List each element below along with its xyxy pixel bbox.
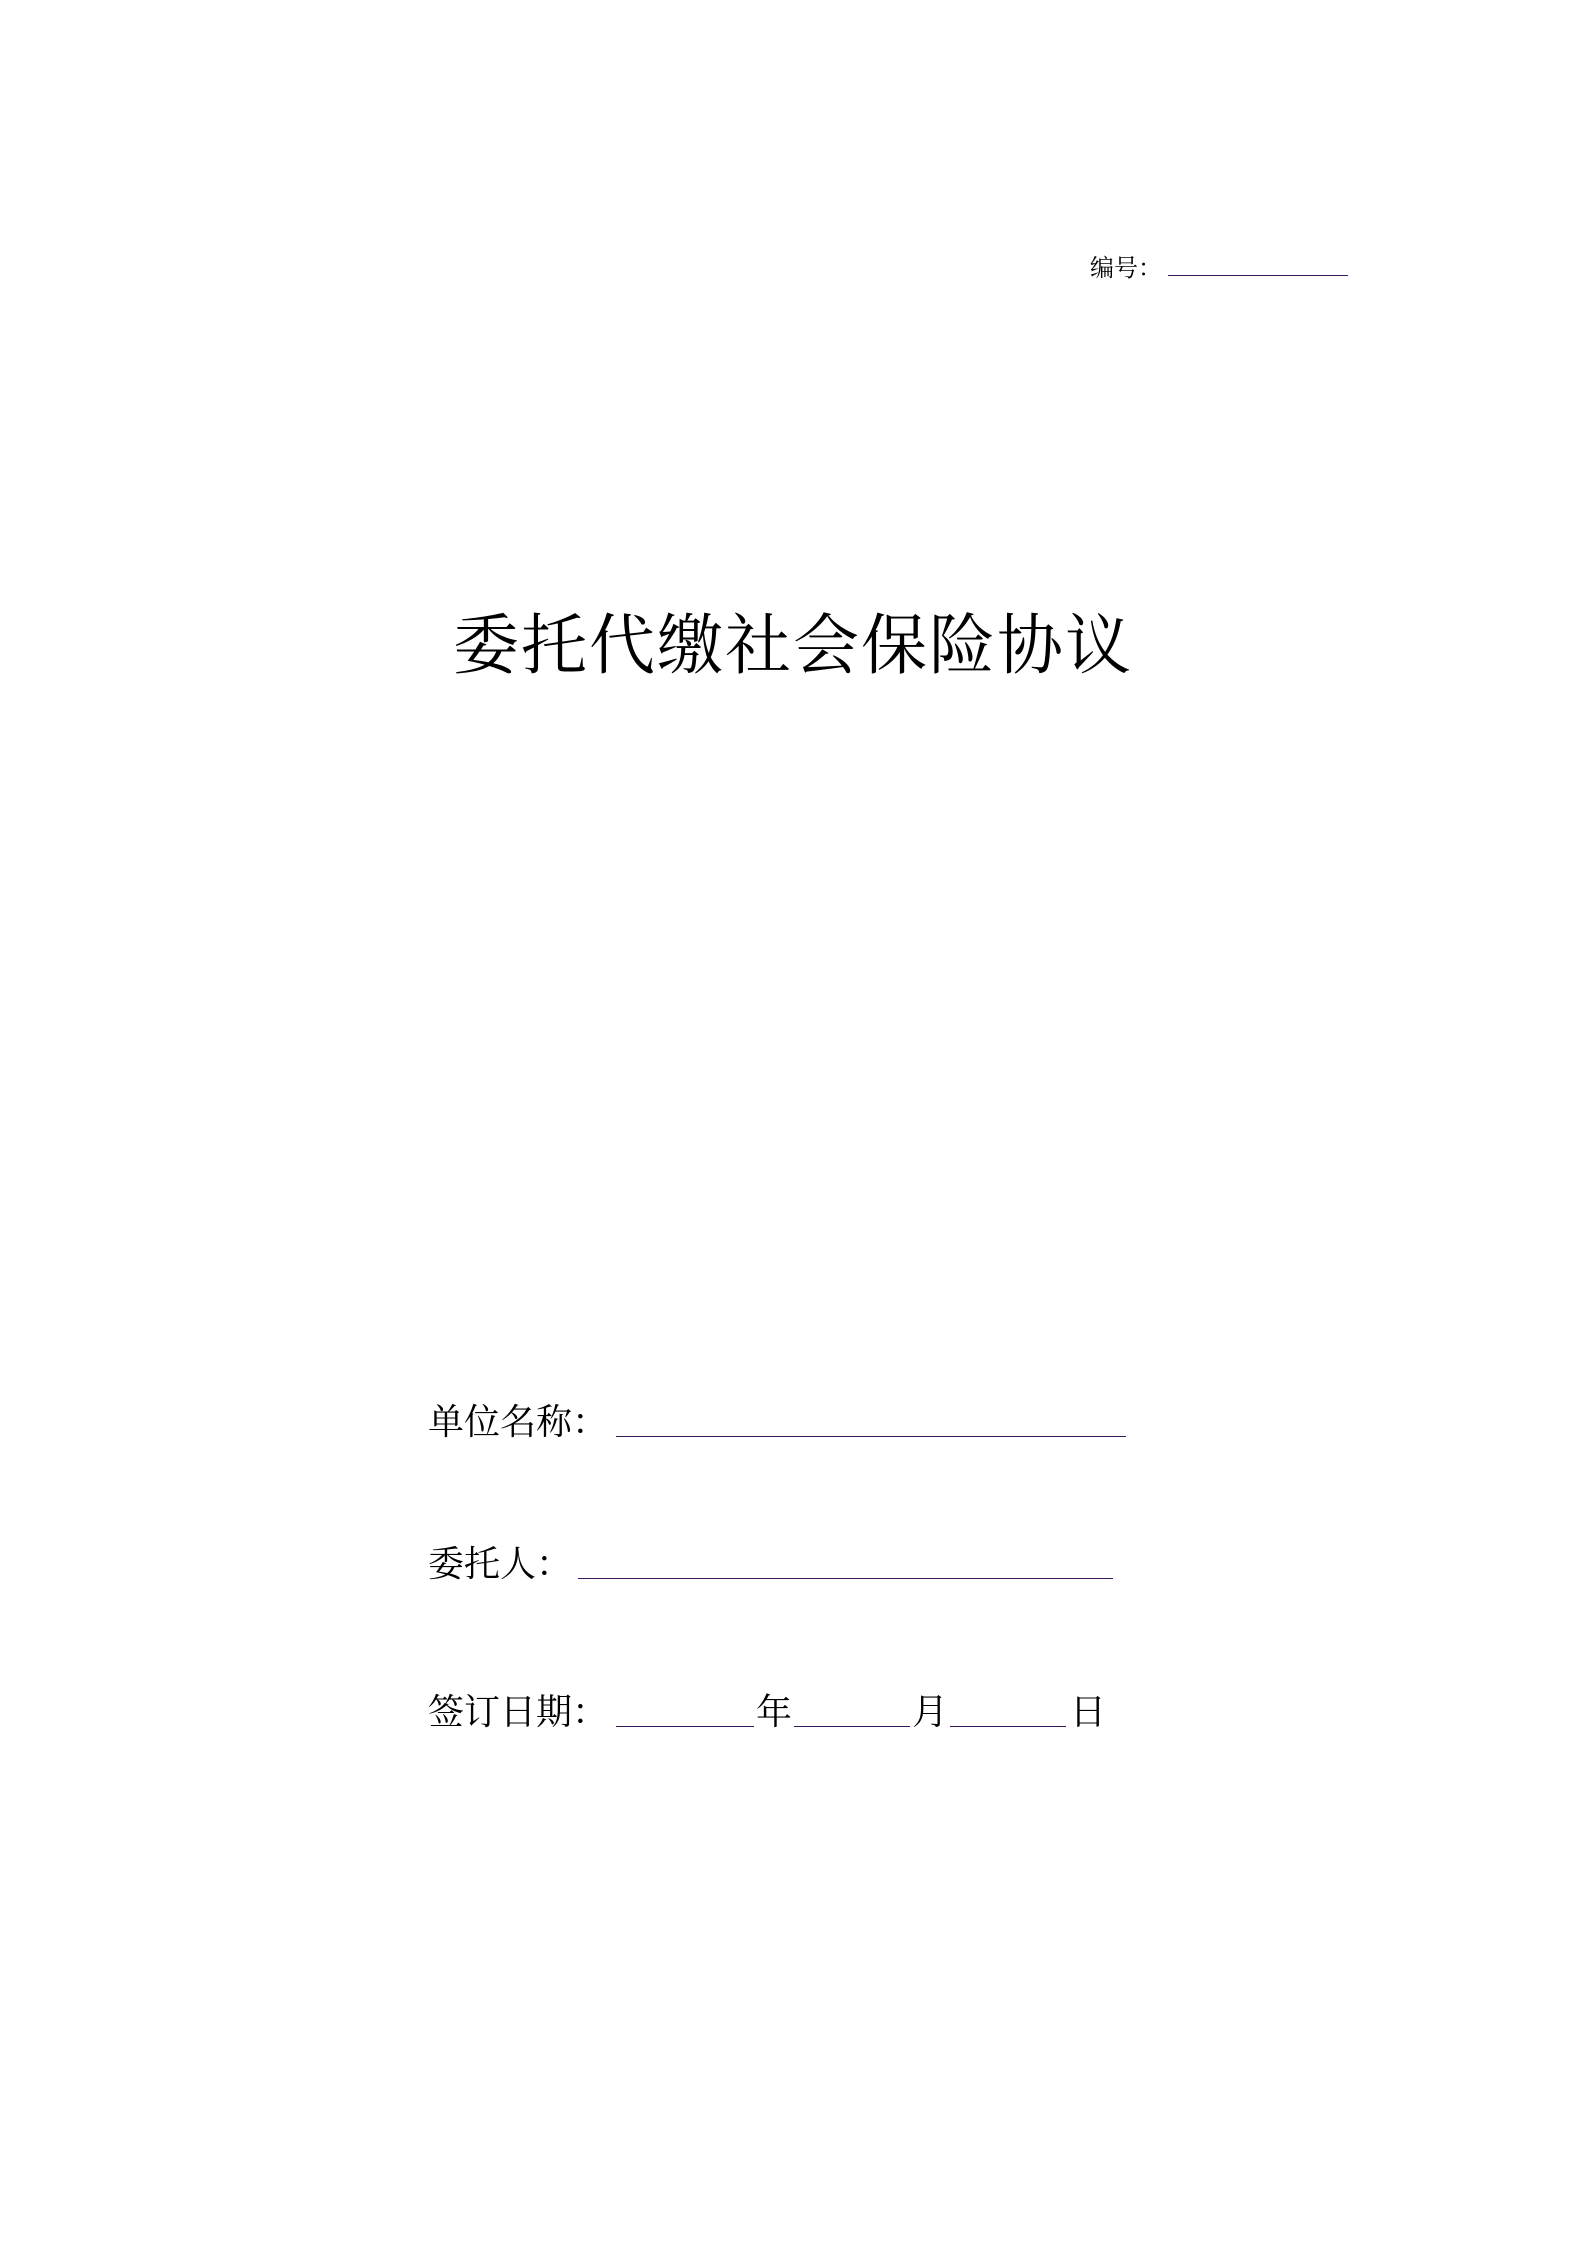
month-char: 月 [912,1692,949,1733]
document-number [1090,244,1348,280]
sign-month-blank[interactable] [794,1726,910,1727]
sign-year-blank[interactable] [616,1726,754,1727]
document-title: 委托代缴社会保险协议 [453,607,1133,684]
document-number-label: 编号： [1090,254,1162,282]
client-field [428,1544,1113,1585]
client-label: 委托人： [428,1544,573,1585]
unit-name-field [428,1402,1126,1443]
unit-name-label: 单位名称： [428,1402,609,1443]
sign-date-field [428,1692,1107,1733]
client-blank[interactable] [578,1578,1113,1579]
day-char: 日 [1070,1692,1107,1733]
sign-date-label: 签订日期： [428,1692,609,1733]
year-char: 年 [756,1692,793,1733]
document-number-blank[interactable] [1168,275,1348,276]
unit-name-blank[interactable] [616,1436,1126,1437]
sign-day-blank[interactable] [950,1726,1066,1727]
